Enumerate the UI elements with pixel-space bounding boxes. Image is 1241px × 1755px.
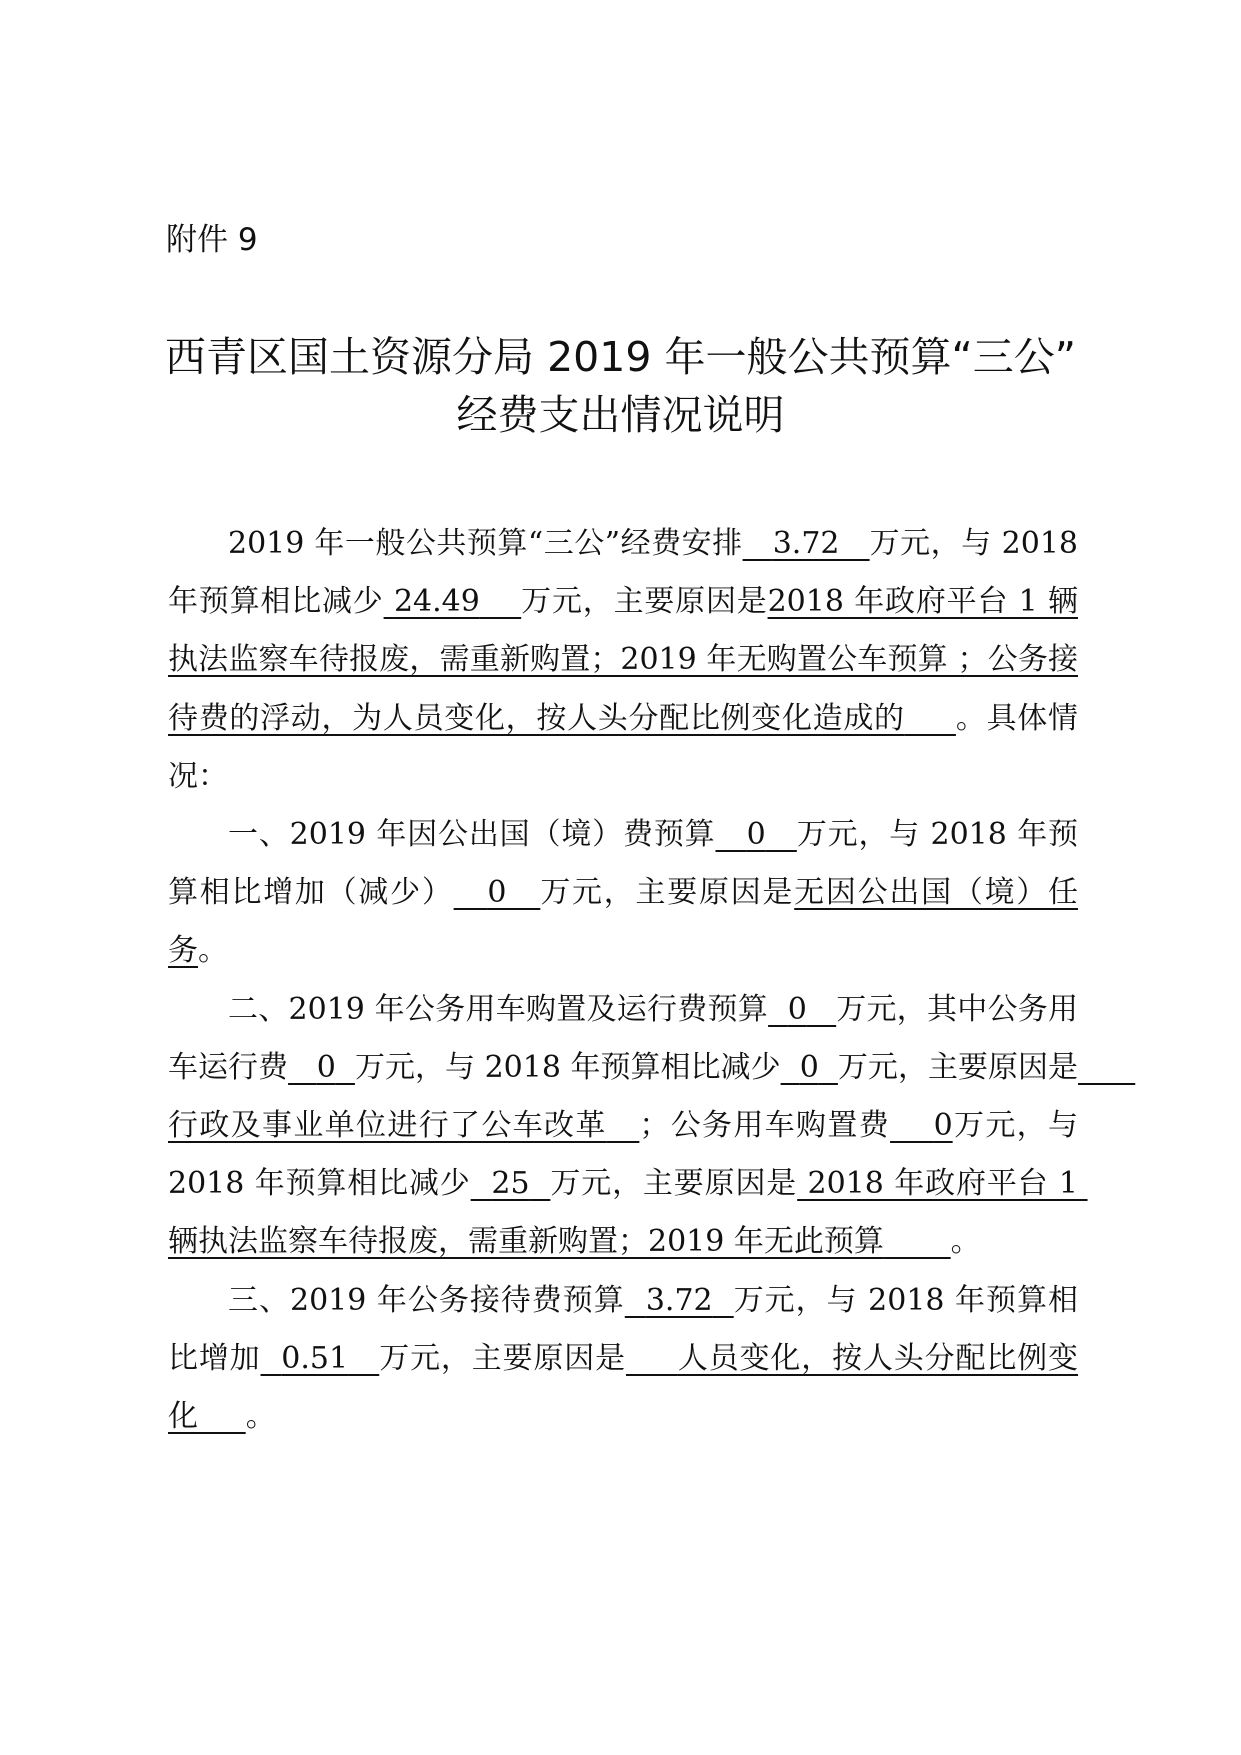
abroad-budget-value: 0: [746, 817, 766, 853]
abroad-reason: 无因公出国（境）任务: [168, 875, 1079, 969]
section-2-text-4: 万元，主要原因是: [837, 1049, 1079, 1085]
intro-text-3: 万元，主要原因是: [521, 584, 768, 620]
reception-increase-value: 0.51: [281, 1340, 349, 1376]
document-title: [120, 328, 1121, 444]
intro-text-4: 。具体情况：: [168, 700, 1078, 794]
vehicle-purchase-change-value: 25: [491, 1166, 530, 1202]
vehicle-purchase-reason: 2018 年政府平台 1 辆执法监察车待报废，需重新购置；2019 年无此预算: [168, 1166, 1088, 1260]
section-2-text-8: 。: [950, 1224, 981, 1260]
section-1-paragraph: [168, 806, 1078, 981]
section-3-text-4: 。: [245, 1399, 276, 1435]
vehicle-operating-reason: 行政及事业单位进行了公车改革: [168, 1108, 607, 1144]
section-1-text-2: 万元，与 2018 年预算相比增加（减少）: [168, 817, 1079, 911]
section-3-text-2: 万元，与 2018 年预算相比增加: [168, 1282, 1079, 1376]
document-body: [168, 515, 1088, 1446]
intro-text-1: 2019 年一般公共预算“三公”经费安排: [228, 526, 743, 561]
section-2-text-1: 二、2019 年公务用车购置及运行费预算: [228, 991, 769, 1027]
title-line-1: 西青区国土资源分局 2019 年一般公共预算“三公”: [165, 333, 1076, 381]
intro-reason: 2018 年政府平台 1 辆执法监察车待报废，需重新购置；2019 年无购置公车预算 ；公务接待费的浮动，为人员变化，按人头分配比例变化造成的: [168, 584, 1078, 736]
section-1-text-4: 。: [198, 933, 228, 969]
reception-budget-value: 3.72: [645, 1282, 713, 1318]
reception-reason: 人员变化，按人头分配比例变化: [168, 1340, 1079, 1435]
section-3-text-3: 万元，主要原因是: [379, 1340, 626, 1376]
section-2-text-5: ；公务用车购置费: [639, 1108, 891, 1144]
section-1-text-1: 一、2019 年因公出国（境）费预算: [228, 817, 716, 853]
intro-text-2: 万元，与 2018 年预算相比减少: [168, 526, 1079, 620]
section-2-text-6: 万元，与 2018 年预算相比减少: [168, 1108, 1079, 1202]
vehicle-operating-value: 0: [316, 1049, 336, 1085]
vehicle-operating-change-value: 0: [799, 1049, 819, 1085]
section-1-text-3: 万元，主要原因是: [540, 875, 795, 911]
section-2-paragraph: [168, 981, 1088, 1272]
vehicle-budget-value: 0: [787, 991, 807, 1027]
section-2-text-3: 万元，与 2018 年预算相比减少: [354, 1049, 781, 1085]
total-budget-value: 3.72: [772, 526, 840, 561]
section-3-text-1: 三、2019 年公务接待费预算: [228, 1282, 625, 1318]
section-2-text-2: 万元，其中公务用车运行费: [168, 991, 1079, 1085]
attachment-label: 附件 9: [166, 222, 258, 258]
section-3-paragraph: [168, 1272, 1078, 1447]
intro-paragraph: [168, 515, 1078, 806]
abroad-change-value: 0: [487, 875, 507, 911]
total-decrease-value: 24.49: [393, 584, 480, 620]
section-2-text-7: 万元，主要原因是: [550, 1166, 798, 1202]
vehicle-purchase-value: 0: [933, 1108, 953, 1144]
title-line-2: 经费支出情况说明: [456, 391, 785, 439]
